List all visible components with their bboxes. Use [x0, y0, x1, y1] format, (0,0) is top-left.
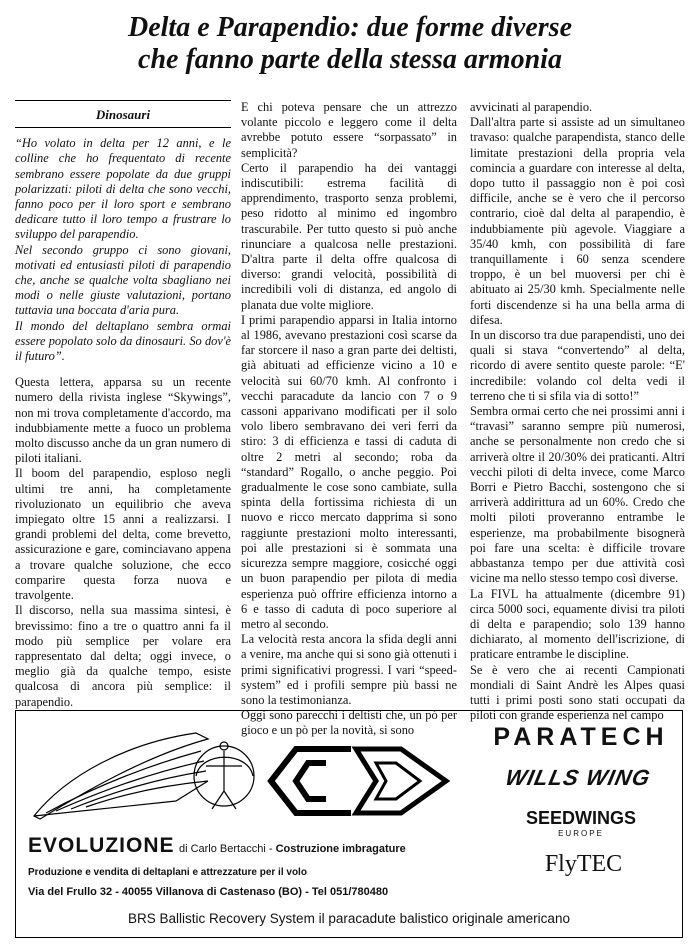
- body-paragraph: Dall'altra parte si assiste ad un simultaneo travaso: qualche parapendista, stanco delle limitate prestazioni della propria vela comincia a guardare con interesse al delta, dopo tutto il passaggio non è poi così difficile, anche se è vero che il percorso contrario, cioè dal delta al parapendio, è indubbiamente più agevole. Viaggiare a 35/40 kmh, con possibilità di fare tranquillamente i 60 senza scendere troppo, è un bel muoversi per chi è abituato ai 25/30 kmh. Specialmente nelle forti discendenze si ha una bella arma di difesa.: [470, 115, 685, 327]
- body-paragraph: Il discorso, nella sua massima sintesi, è brevissimo: fino a tre o quattro anni fa il modo più semplice per volare era rappresentato dal delta; oggi invece, o meglio già da qualche tempo, esiste qualcosa di ancora più semplice: il parapendio.: [15, 603, 231, 709]
- brs-tagline: BRS Ballistic Recovery System il paracadute balistico originale americano: [128, 911, 570, 926]
- flytec-logo: FlyTEC: [544, 851, 623, 877]
- column-3: [470, 100, 685, 723]
- body-paragraph: Questa lettera, apparsa su un recente numero della rivista inglese “Skywings”, non mi trova completamente d'accordo, ma indubbiamente mette a fuoco un problema molto discusso anche da un gran numero di piloti italiani.: [15, 375, 231, 466]
- title-line-2: che fanno parte della stessa armonia: [138, 44, 562, 75]
- evoluzione-emblem: [271, 749, 446, 813]
- evoluzione-logo-text: EVOLUZIONE: [28, 834, 175, 857]
- seedwings-subtitle: EUROPE: [558, 829, 604, 838]
- section-subhead: Dinosauri: [15, 100, 231, 128]
- seedwings-logo: SEEDWINGS: [525, 808, 636, 828]
- evoluzione-company: [28, 834, 406, 858]
- advertisement-box: [15, 710, 683, 938]
- body-paragraph: In un discorso tra due parapendisti, uno dei quali si stava “convertendo” al delta, ricordo di avere sentito queste parole: “E' incredibile: volando col delta vedi il terreno che ti si sfila via di sotto!”: [470, 328, 685, 403]
- evoluzione-address: Via del Frullo 32 - 40055 Villanova di Castenaso (BO) - Tel 051/780480: [28, 886, 389, 898]
- wills-wing-logo: WILLS WING: [503, 765, 653, 790]
- column-2: [241, 100, 457, 739]
- body-paragraph: Se è vero che ai recenti Campionati mondiali di Saint Andrè les Alpes quasi tutti i primi posti sono stati occupati da piloti con grande esperienza nel campo: [470, 662, 685, 723]
- paratech-logo: PARATECH: [493, 723, 669, 751]
- body-paragraph: Certo il parapendio ha dei vantaggi indiscutibili: estrema facilità di apprendimento, trasporto senza problemi, peso ridotto al minimo ed ingombro trascurabile. Per tutto questo si può anche rinunciare a qualcosa nelle prestazioni. D'altra parte il delta offre qualcosa di diverso: grandi velocità, possibilità di incredibili voli di distanza, ed angolo di planata due volte migliore.: [241, 160, 457, 312]
- evoluzione-service: Costruzione imbragature: [275, 843, 406, 855]
- body-paragraph: La FIVL ha attualmente (dicembre 91) circa 5000 soci, equamente divisi tra piloti di delta e parapendio; solo 139 hanno dichiarato, al momento dell'iscrizione, di praticare entrambe le discipline.: [470, 586, 685, 662]
- body-paragraph: Il boom del parapendio, esploso negli ultimi tre anni, ha completamente rivoluzionato un equilibrio che aveva impiegato oltre 15 anni a realizzarsi. I grandi problemi del delta, come brevetto, assicurazione e gare, cominciavano appena a trovare qualche soluzione, che ecco comparire questa forza nuova e travolgente.: [15, 466, 231, 603]
- body-paragraph: Sembra ormai certo che nei prossimi anni i “travasi” saranno sempre più numerosi, anche se personalmente non credo che si arriverà oltre il 20/30% dei praticanti. Altri vecchi piloti di delta invece, come Marco Borri e Pietro Bacchi, sostengono che si arriverà addirittura ad un 60%. Credo che molti piloti proveranno entrambe le esperienze, ma probabilmente bisognerà poi fare una scelta: è difficile trovare abbastanza tempo per due attività così vicine ma nello stesso tempo così diverse.: [470, 404, 685, 586]
- body-paragraph: I primi parapendio apparsi in Italia intorno al 1986, avevano prestazioni così scarse da far storcere il naso a gran parte dei deltisti, già abituati ad efficienze vicino a 10 e velocità sui 60/70 kmh. Al confronto i vecchi paracadute da lancio con 7 o 9 cassoni apparivano modificati per il solo volo libero sembravano dei veri ferri da stiro: 3 di efficienza e tassi di caduta di oltre 2 metri al secondo; roba da “standard” Rogallo, o anche peggio. Poi gradualmente le cose sono cambiate, sulla spinta della fortissima richiesta di un nuovo e ricco mercato dapprima si sono raggiunte prestazioni molto interessanti, poi alle prestazioni si è sommata una sicurezza sempre maggiore, cosicché oggi un buon parapendio per pilota di media esperienza può offrire efficienza intorno a 6 e tasso di caduta di poco superiore al metro al secondo.: [241, 312, 457, 631]
- ad-artwork: [26, 721, 476, 831]
- quote-paragraph: “Ho volato in delta per 12 anni, e le colline che ho frequentato di recente sembrano essere popolate da due gruppi polarizzati: piloti di delta che sono vecchi, fanno poco per il loro sport e sembrano dedicare tutto il loro tempo a frustrare lo sviluppo del parapendio.: [15, 136, 231, 242]
- evoluzione-products: Produzione e vendita di deltaplani e attrezzature per il volo: [28, 867, 307, 878]
- evoluzione-author: di Carlo Bertacchi -: [178, 843, 276, 855]
- body-paragraph: Oggi sono parecchi i deltisti che, un pò per gioco e un pò per la novità, si sono: [241, 708, 457, 738]
- quote-paragraph: Il mondo del deltaplano sembra ormai essere popolato solo da dinosauri. So dov'è il futuro”.: [15, 318, 231, 364]
- body-paragraph: E chi poteva pensare che un attrezzo volante piccolo e leggero come il delta avrebbe potuto essere “sorpassato” in semplicità?: [241, 100, 457, 160]
- column-1: [15, 100, 231, 710]
- quote-paragraph: Nel secondo gruppo ci sono giovani, motivati ed entusiasti piloti di parapendio che, anche se qualche volta sbagliano nei modi o nelle giuste valutazioni, portano tuttavia una boccata d'aria pura.: [15, 242, 231, 318]
- hang-glider-illustration: [34, 733, 254, 819]
- body-paragraph: La velocità resta ancora la sfida degli anni a venire, ma anche qui si sono già ottenuti i primi significativi progressi. I vari “speed-system” ed i profili sempre più bassi ne sono la testimonianza.: [241, 632, 457, 707]
- body-paragraph: avvicinati al parapendio.: [470, 100, 593, 114]
- title-line-1: Delta e Parapendio: due forme diverse: [127, 12, 573, 43]
- article-title: [0, 12, 700, 76]
